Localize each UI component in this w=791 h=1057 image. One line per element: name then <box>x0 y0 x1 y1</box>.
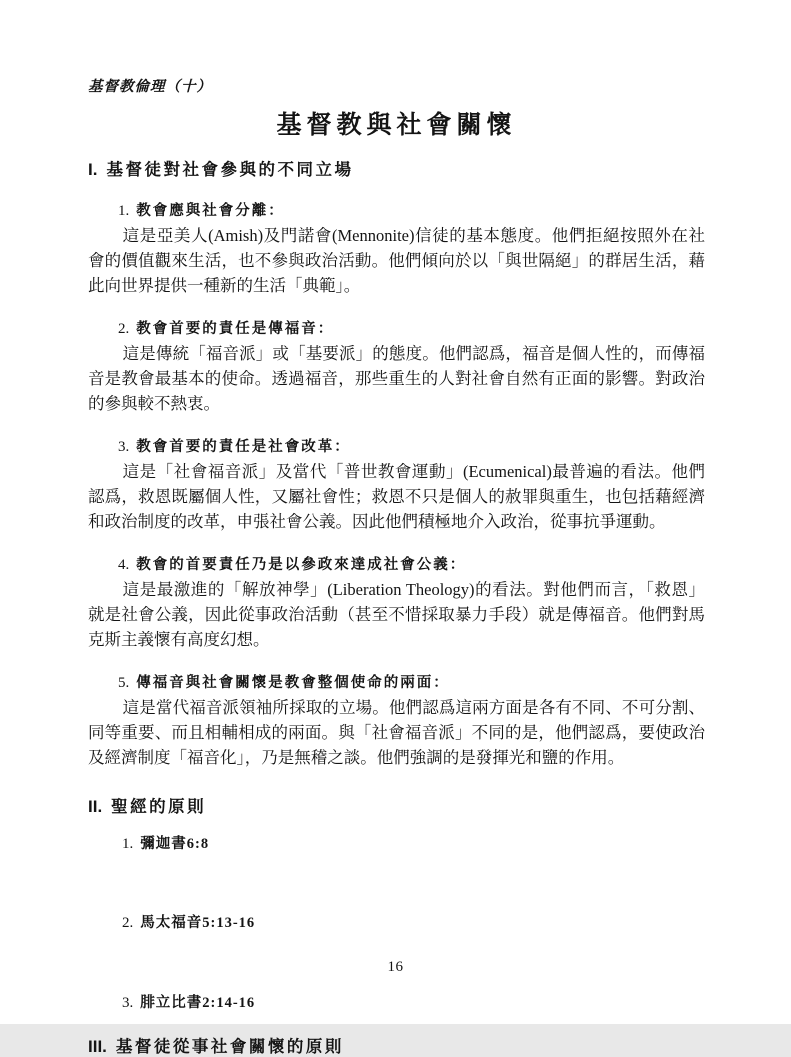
item-4-heading <box>118 553 705 574</box>
list-item-1 <box>88 199 705 298</box>
section-social-care-principles <box>88 1033 705 1057</box>
item-2-heading <box>118 317 705 338</box>
scripture-3-reference: 腓立比書2:14-16 <box>140 995 256 1011</box>
list-item-5 <box>88 671 705 770</box>
scripture-item-2 <box>122 911 705 932</box>
section-2-heading <box>88 793 705 817</box>
list-item-2 <box>88 317 705 416</box>
list-item-3 <box>88 435 705 534</box>
item-1-body: 這是亞美人(Amish)及門諾會(Mennonite)信徒的基本態度。他們拒絕按照外在社會的價值觀來生活，也不參與政治活動。他們傾向於以「與世隔絕」的群居生活，藉此向世界提供一種新的生活「典範」。 <box>88 226 705 295</box>
scripture-2-reference: 馬太福音5:13-16 <box>140 915 256 931</box>
section-bible-principles <box>88 793 705 1012</box>
item-4-body: 這是最激進的「解放神學」(Liberation Theology)的看法。對他們而言，「救恩」就是社會公義，因此從事政治活動（甚至不惜採取暴力手段）就是傳福音。他們對馬克斯主義懷有高度幻想。 <box>88 580 705 649</box>
item-1-number: 1. <box>118 203 130 219</box>
item-3-heading <box>118 435 705 456</box>
scripture-3-number: 3. <box>122 995 134 1011</box>
item-5-number: 5. <box>118 675 130 691</box>
scripture-1-number: 1. <box>122 836 134 852</box>
section-positions <box>88 156 705 770</box>
scripture-item-1 <box>122 832 705 853</box>
section-3-title: 基督徒從事社會關懷的原則 <box>115 1037 344 1056</box>
item-5-title: 傳福音與社會關懷是教會整個使命的兩面： <box>136 675 450 691</box>
item-3-body: 這是「社會福音派」及當代「普世教會運動」(Ecumenical)最普遍的看法。他們認爲，救恩既屬個人性，又屬社會性；救恩不只是個人的赦罪與重生，也包括藉經濟和政治制度的改革，申張社會公義。因此他們積極地介入政治，從事抗爭運動。 <box>88 462 705 531</box>
item-2-body: 這是傳統「福音派」或「基要派」的態度。他們認爲，福音是個人性的，而傳福音是教會最基本的使命。透過福音，那些重生的人對社會自然有正面的影響。對政治的參與較不熱衷。 <box>88 344 705 413</box>
page-title: 基督教與社會關懷 <box>276 112 517 139</box>
section-1-title: 基督徒對社會參與的不同立場 <box>106 160 354 179</box>
item-3-number: 3. <box>118 439 130 455</box>
section-2-title: 聖經的原則 <box>111 797 207 816</box>
item-1-heading <box>118 199 705 220</box>
page-number: 16 <box>387 959 404 975</box>
scripture-1-reference: 彌迦書6:8 <box>140 836 210 852</box>
item-3-title: 教會首要的責任是社會改革： <box>136 439 351 455</box>
doc-header-label: 基督教倫理（十） <box>88 79 212 95</box>
item-4-title: 教會的首要責任乃是以參政來達成社會公義： <box>136 557 467 573</box>
section-1-heading <box>88 156 705 180</box>
list-item-4 <box>88 553 705 652</box>
scripture-2-number: 2. <box>122 915 134 931</box>
item-2-title: 教會首要的責任是傳福音： <box>136 321 335 337</box>
item-1-title: 教會應與社會分離： <box>136 203 285 219</box>
item-5-body: 這是當代福音派領袖所採取的立場。他們認爲這兩方面是各有不同、不可分割、同等重要、而且相輔相成的兩面。與「社會福音派」不同的是，他們認爲，要使政治及經濟制度「福音化」，乃是無稽之談。他們強調的是發揮光和鹽的作用。 <box>88 698 705 767</box>
item-5-heading <box>118 671 705 692</box>
section-2-numeral: II. <box>88 797 103 816</box>
section-1-numeral: I. <box>88 160 98 179</box>
item-2-number: 2. <box>118 321 130 337</box>
section-3-numeral: III. <box>88 1037 107 1056</box>
section-3-heading <box>88 1033 705 1057</box>
item-4-number: 4. <box>118 557 130 573</box>
scripture-item-3 <box>122 991 705 1012</box>
